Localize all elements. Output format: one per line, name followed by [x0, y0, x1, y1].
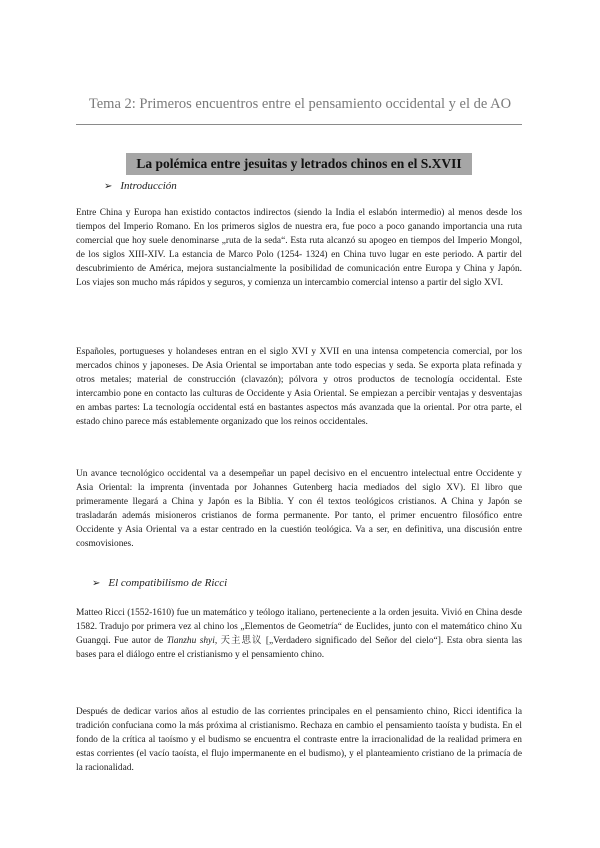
paragraph-text: Un avance tecnológico occidental va a desempeñar un papel decisivo en el encuentro intelectual entre Occidente y Asia Oriental: la imprenta (inventada por Johannes Gutenberg hacia mediados del siglo XV). El libro que primeramente llegará a China y Japón es la Biblia. Y con él textos teológicos cristianos. A China y Japón se trasladarán además misioneros cristianos de forma permanente. Por tanto, el primer encuentro filosófico entre Occidente y Asia Oriental va a estar centrado en la cuestión teológica. Va a ser, en definitiva, una discusión entre cosmovisiones.: [76, 469, 522, 550]
section-title: La polémica entre jesuitas y letrados chinos en el S.XVII: [126, 153, 472, 175]
paragraph-text: [76, 606, 522, 662]
paragraph-5: [76, 705, 522, 775]
paragraph-text: Después de dedicar varios años al estudio de las corrientes principales en el pensamiento chino, Ricci identifica la tradición confuciana como la más próxima al cristianismo. Rechaza en cambio el pensamiento taoísta y budista. En el fondo de la crítica al taoísmo y el budismo se encuentra el contraste entre la irracionalidad de la realidad primera en estas corrientes (el vacío taoísta, el flujo impermanente en el budismo), y el planteamiento cristiano de la primacía de la racionalidad.: [76, 707, 522, 774]
book-title: Tianzhu shyi: [166, 636, 215, 647]
paragraph-text: Españoles, portugueses y holandeses entran en el siglo XVI y XVII en una intensa competencia comercial, por los mercados chinos y japoneses. De Asia Oriental se importaban ante todo especias y seda. Se exporta plata refinada y otros metales; material de construcción (clavazón); pólvora y otros productos de tecnología occidental. Este intercambio pone en contacto las culturas de Occidente y Asia Oriental. Se empiezan a percibir ventajas y desventajas en ambas partes: La tecnología occidental está en bastantes aspectos más avanzada que la oriental. Por otra parte, el estado chino parece más establemente organizado que los reinos occidentales.: [76, 347, 522, 428]
paragraph-text: Entre China y Europa han existido contactos indirectos (siendo la India el eslabón intermedio) al menos desde los tiempos del Imperio Romano. En los primeros siglos de nuestra era, fue poco a poco ganando importancia una ruta comercial que hoy suele denominarse „ruta de la seda“. Esta ruta alcanzó su apogeo en tiempos del Imperio Mongol, de los siglos XIII-XIV. La estancia de Marco Polo (1254- 1324) en China tuvo lugar en este periodo. A partir del descubrimiento de América, mejora sustancialmente la posibilidad de comunicación entre Europa y China y Japón. Los viajes son mucho más rápidos y seguros, y comienza un intercambio comercial intenso a partir del siglo XVI.: [76, 208, 522, 289]
paragraph-text-part: Matteo Ricci (1552-1610) fue un matemático y teólogo italiano, perteneciente a la orden jesuita. Vivió en China desde 1582. Tradujo por primera vez al chino los „Elementos de Geometría“ de Euclides, junto con el matemático chino Xu Guangqi. Fue autor de: [76, 608, 522, 647]
document-header: Tema 2: Primeros encuentros entre el pensamiento occidental y el de AO: [88, 96, 512, 112]
section-heading-label: Introducción: [120, 180, 177, 192]
arrow-bullet-icon: ➢: [92, 578, 101, 589]
arrow-bullet-icon: ➢: [104, 181, 113, 192]
header-rule: [76, 124, 522, 125]
paragraph-2: [76, 345, 522, 430]
paragraph-4: [76, 606, 522, 662]
paragraph-1: [76, 206, 522, 291]
paragraph-text-part: , 天主思议 [„Verdadero significado del Señor del cielo“]. Esta obra sienta las bases para el diálogo entre el cristianismo y el pensamiento chino.: [76, 636, 522, 661]
paragraph-3: [76, 467, 522, 552]
section-heading-label: El compatibilismo de Ricci: [108, 577, 228, 589]
section-heading-introduccion: [104, 180, 177, 192]
section-heading-ricci: [92, 577, 227, 589]
